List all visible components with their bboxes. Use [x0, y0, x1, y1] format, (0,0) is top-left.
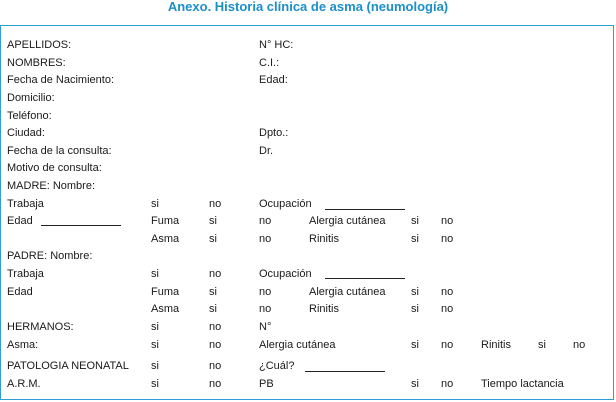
father-occupation-line [325, 278, 405, 279]
page-title: Anexo. Historia clínica de asma (neumología) [167, 0, 449, 14]
father-works-yes: si [151, 268, 159, 280]
mother-rhinitis-no: no [441, 233, 454, 245]
address-label: Domicilio: [7, 92, 55, 104]
nombres-label: NOMBRES: [7, 57, 66, 69]
mother-rhinitis-label: Rinitis [309, 233, 339, 245]
siblings-number-label: N° [259, 321, 272, 333]
lactation-time-label: Tiempo lactancia [481, 378, 564, 390]
mother-rhinitis-yes: si [411, 233, 419, 245]
pb-label: PB [259, 378, 274, 390]
mother-name-label: MADRE: Nombre: [7, 180, 96, 192]
siblings-yes: si [151, 321, 159, 333]
rhinitis-yes: si [538, 339, 546, 351]
neonatal-pathology-label: PATOLOGIA NEONATAL [7, 360, 129, 372]
mother-smokes-yes: si [209, 215, 217, 227]
arm-yes: si [151, 378, 159, 390]
mother-occupation-line [325, 209, 405, 210]
father-works-no: no [209, 268, 222, 280]
father-works-label: Trabaja [7, 268, 44, 280]
mother-works-label: Trabaja [7, 198, 44, 210]
mother-occupation-label: Ocupación [259, 198, 312, 210]
father-rhinitis-yes: si [411, 303, 419, 315]
father-name-label: PADRE: Nombre: [7, 250, 93, 262]
arm-label: A.R.M. [7, 378, 41, 390]
father-occupation-label: Ocupación [259, 268, 312, 280]
father-asthma-no: no [259, 303, 272, 315]
mother-skin-allergy-yes: si [411, 215, 419, 227]
father-asthma-label: Asma [151, 303, 180, 315]
mother-works-yes: si [151, 198, 159, 210]
pb-yes: si [411, 378, 419, 390]
which-line [305, 371, 385, 372]
hc-label: N° HC: [259, 39, 294, 51]
father-rhinitis-label: Rinitis [309, 303, 339, 315]
father-skin-allergy-yes: si [411, 286, 419, 298]
which-label: ¿Cuál? [259, 360, 295, 372]
doctor-label: Dr. [259, 145, 274, 157]
phone-label: Teléfono: [7, 110, 52, 122]
mother-asthma-no: no [259, 233, 272, 245]
father-skin-allergy-label: Alergia cutánea [309, 286, 386, 298]
skin-allergy-yes: si [411, 339, 419, 351]
birthdate-label: Fecha de Nacimiento: [7, 74, 114, 86]
siblings-no: no [209, 321, 222, 333]
consult-reason-label: Motivo de consulta: [7, 162, 102, 174]
arm-no: no [209, 378, 222, 390]
father-rhinitis-no: no [441, 303, 454, 315]
age-label: Edad: [259, 74, 288, 86]
father-age-label: Edad [7, 286, 33, 298]
asthma-history-form [0, 25, 614, 400]
rhinitis-no: no [573, 339, 586, 351]
mother-skin-allergy-no: no [441, 215, 454, 227]
siblings-label: HERMANOS: [7, 321, 74, 333]
neonatal-yes: si [151, 360, 159, 372]
pb-no: no [441, 378, 454, 390]
mother-smokes-no: no [259, 215, 272, 227]
skin-allergy-label: Alergia cutánea [259, 339, 336, 351]
mother-age-line [41, 225, 121, 226]
father-smokes-label: Fuma [151, 286, 180, 298]
apellidos-label: APELLIDOS: [7, 39, 72, 51]
skin-allergy-no: no [441, 339, 454, 351]
neonatal-no: no [209, 360, 222, 372]
mother-age-label: Edad [7, 215, 33, 227]
mother-asthma-label: Asma [151, 233, 180, 245]
father-smokes-no: no [259, 286, 272, 298]
father-smokes-yes: si [209, 286, 217, 298]
father-asthma-yes: si [209, 303, 217, 315]
father-skin-allergy-no: no [441, 286, 454, 298]
rhinitis-label: Rinitis [481, 339, 511, 351]
mother-works-no: no [209, 198, 222, 210]
department-label: Dpto.: [259, 127, 289, 139]
asthma-no: no [209, 339, 222, 351]
mother-smokes-label: Fuma [151, 215, 180, 227]
consult-date-label: Fecha de la consulta: [7, 145, 112, 157]
mother-skin-allergy-label: Alergia cutánea [309, 215, 386, 227]
ci-label: C.I.: [259, 57, 280, 69]
city-label: Ciudad: [7, 127, 45, 139]
asthma-yes: si [151, 339, 159, 351]
mother-asthma-yes: si [209, 233, 217, 245]
asthma-label: Asma: [7, 339, 39, 351]
